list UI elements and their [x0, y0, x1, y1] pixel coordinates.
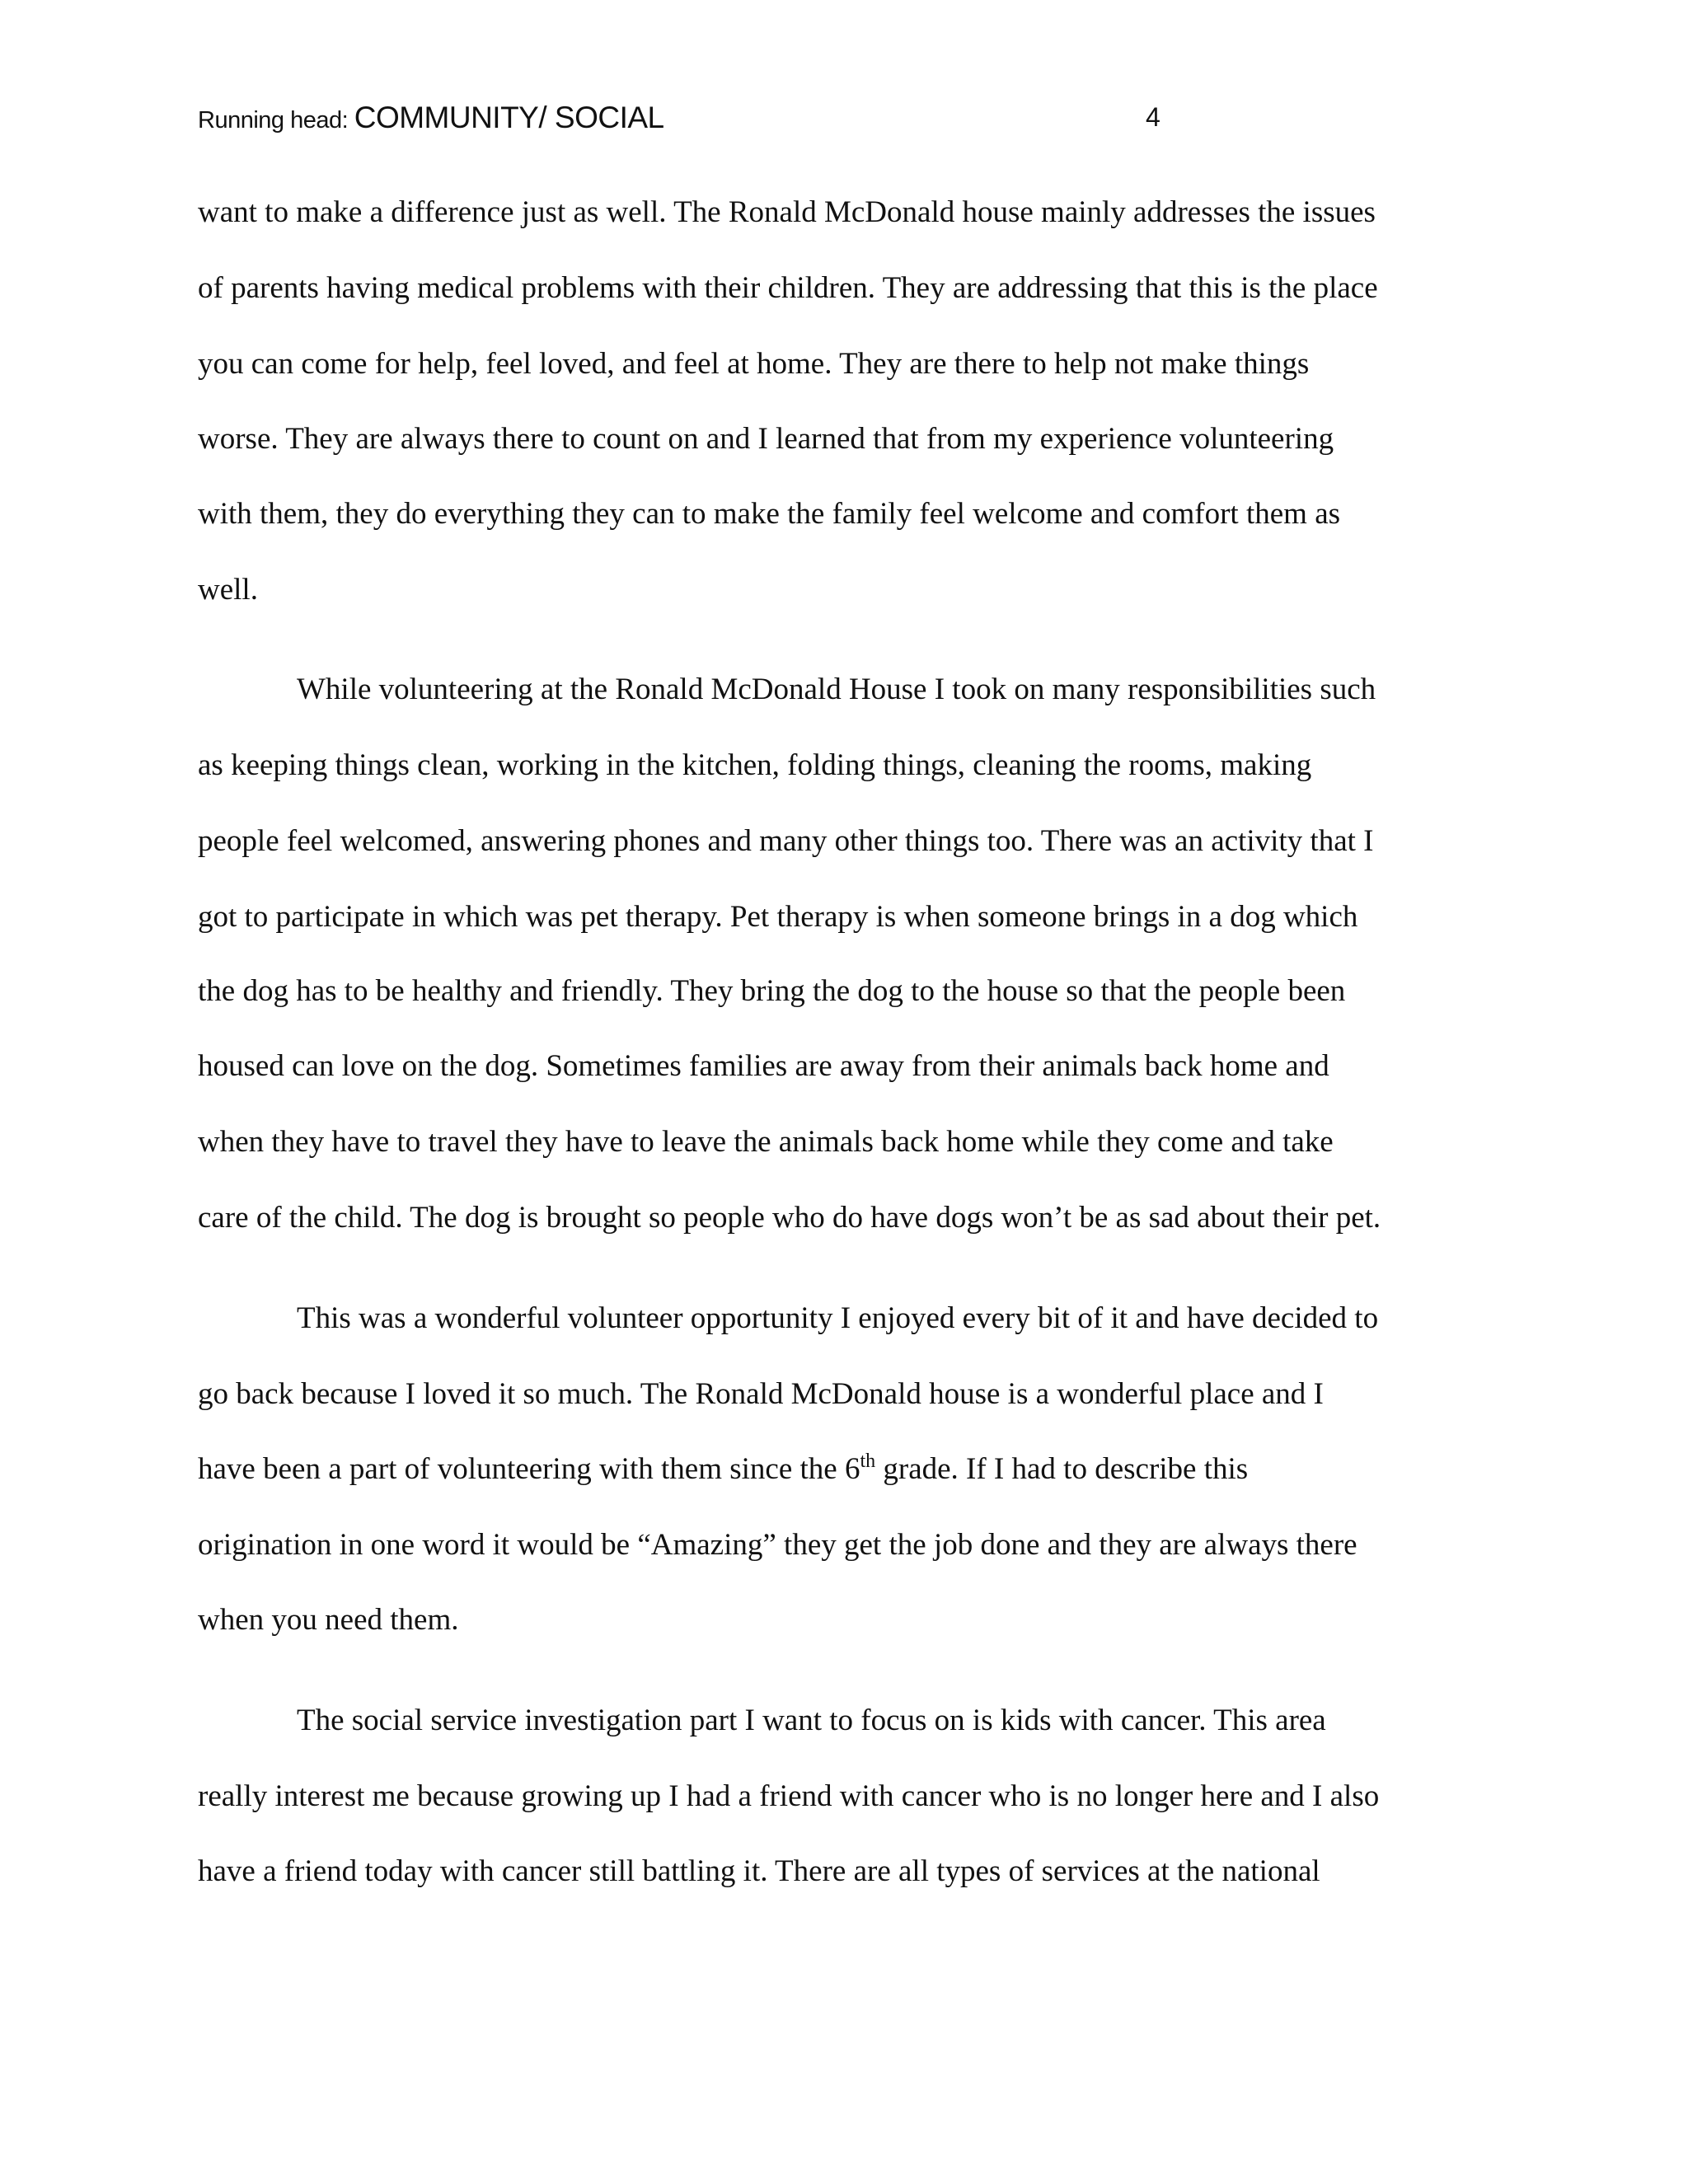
text-line: have a friend today with cancer still battling it. There are all types of services at the national	[198, 1854, 1320, 1888]
text-line: The social service investigation part I want to focus on is kids with cancer. This area	[297, 1704, 1326, 1737]
text-line: got to participate in which was pet therapy. Pet therapy is when someone brings in a dog which	[198, 900, 1358, 934]
line-text-before: have been a part of volunteering with them since the 6	[198, 1452, 860, 1486]
running-head	[198, 101, 664, 135]
text-line: the dog has to be healthy and friendly. They bring the dog to the house so that the people been	[198, 974, 1346, 1008]
line-text-after: grade. If I had to describe this	[875, 1452, 1249, 1486]
text-line: origination in one word it would be “Amazing” they get the job done and they are always there	[198, 1528, 1357, 1562]
text-line: you can come for help, feel loved, and feel at home. They are there to help not make things	[198, 347, 1310, 381]
text-line: well.	[198, 573, 258, 607]
text-line: care of the child. The dog is brought so people who do have dogs won’t be as sad about their pet.	[198, 1201, 1381, 1235]
text-line: with them, they do everything they can to make the family feel welcome and comfort them as	[198, 497, 1341, 531]
text-line: really interest me because growing up I had a friend with cancer who is no longer here and I also	[198, 1779, 1380, 1813]
text-line: people feel welcomed, answering phones and many other things too. There was an activity that I	[198, 824, 1374, 858]
page-number: 4	[1146, 102, 1160, 132]
text-line: housed can love on the dog. Sometimes families are away from their animals back home and	[198, 1049, 1329, 1083]
running-head-title: COMMUNITY/ SOCIAL	[354, 101, 664, 134]
text-line: go back because I loved it so much. The Ronald McDonald house is a wonderful place and I	[198, 1377, 1324, 1411]
text-line: worse. They are always there to count on and I learned that from my experience volunteering	[198, 422, 1334, 456]
text-line: of parents having medical problems with their children. They are addressing that this is the place	[198, 271, 1378, 305]
page-header	[198, 101, 1261, 150]
text-line: While volunteering at the Ronald McDonald House I took on many responsibilities such	[297, 673, 1376, 706]
text-line: when they have to travel they have to leave the animals back home while they come and take	[198, 1125, 1334, 1159]
running-head-label: Running head:	[198, 107, 354, 134]
text-line: This was a wonderful volunteer opportunity I enjoyed every bit of it and have decided to	[297, 1301, 1379, 1335]
ordinal-superscript: th	[860, 1451, 876, 1472]
text-line: want to make a difference just as well. The Ronald McDonald house mainly addresses the issues	[198, 195, 1376, 229]
text-line-with-superscript	[198, 1451, 1248, 1487]
text-line: when you need them.	[198, 1603, 459, 1637]
text-line: as keeping things clean, working in the kitchen, folding things, cleaning the rooms, making	[198, 748, 1312, 782]
